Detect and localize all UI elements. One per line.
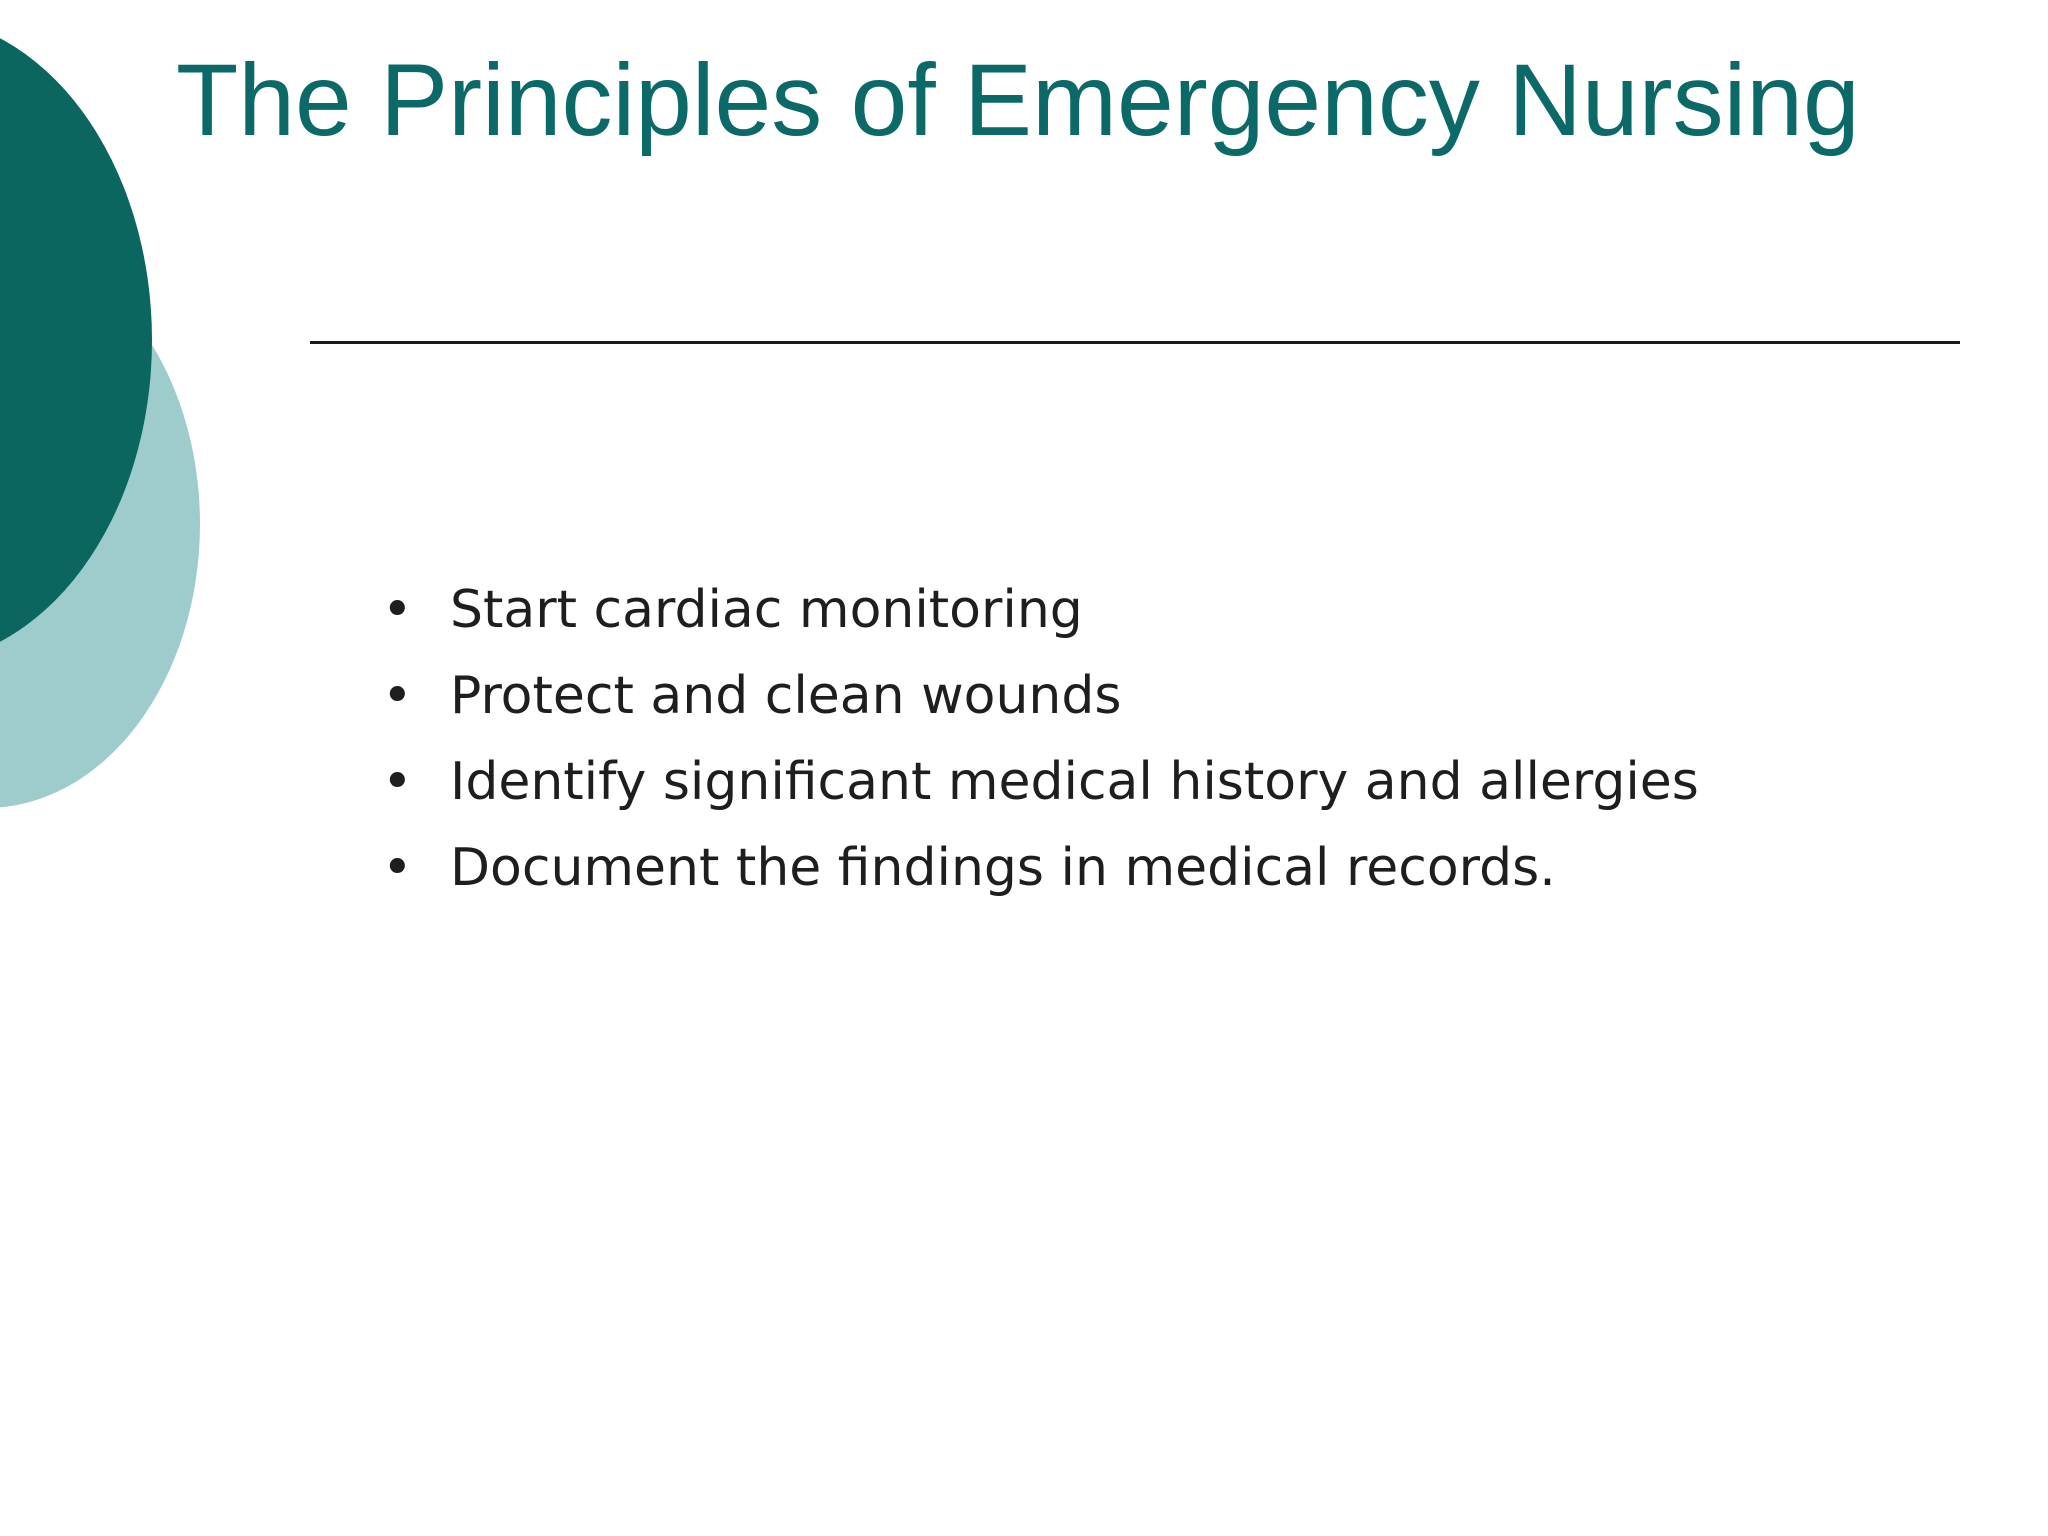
- bullet-text: Start cardiac monitoring: [450, 580, 1083, 640]
- bullet-dot-icon: •: [382, 580, 413, 640]
- bullet-dot-icon: •: [382, 666, 413, 726]
- bullet-text: Document the findings in medical records.: [450, 838, 1556, 898]
- slide-title: The Principles of Emergency Nursing: [176, 43, 1860, 157]
- bullet-item: [378, 660, 1938, 733]
- bullet-text: Identify significant medical history and allergies: [450, 752, 1699, 812]
- title-divider: [310, 341, 1960, 344]
- bullet-list: [378, 574, 1938, 918]
- bullet-dot-icon: •: [382, 838, 413, 898]
- bullet-item: [378, 746, 1938, 819]
- bullet-item: [378, 574, 1938, 647]
- bullet-dot-icon: •: [382, 752, 413, 812]
- bullet-item: [378, 832, 1938, 905]
- bullet-text: Protect and clean wounds: [450, 666, 1122, 726]
